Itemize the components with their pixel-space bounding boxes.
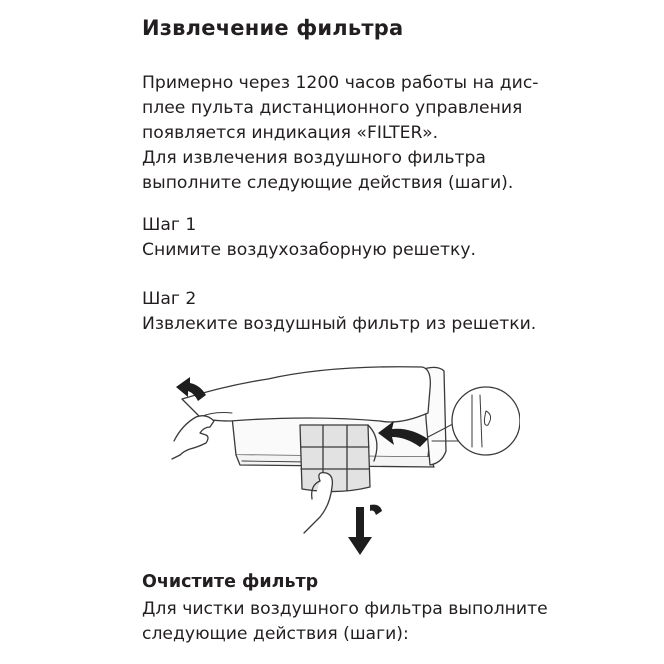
intro-line: плее пульта дистанционного управления [142, 98, 523, 118]
air-conditioner-filter-removal-illustration [170, 355, 520, 565]
step-2-label: Шаг 2 [142, 289, 197, 309]
intro-paragraph [142, 71, 538, 196]
step-2-text: Извлеките воздушный фильтр из решетки. [142, 314, 537, 334]
cleaning-line: Для чистки воздушного фильтра выполните [142, 599, 548, 619]
step-1-label: Шаг 1 [142, 215, 197, 235]
step-1-text: Снимите воздухозаборную решетку. [142, 240, 476, 260]
cleaning-title: Очистите фильтр [142, 572, 319, 592]
cleaning-line: следующие действия (шаги): [142, 624, 409, 644]
page-title: Извлечение фильтра [142, 16, 404, 40]
intro-line: Для извлечения воздушного фильтра [142, 148, 486, 168]
step-1 [142, 213, 476, 263]
intro-line: Примерно через 1200 часов работы на дис- [142, 73, 539, 93]
intro-line: появляется индикация «FILTER». [142, 123, 439, 143]
cleaning-paragraph [142, 597, 548, 647]
step-2 [142, 287, 536, 337]
intro-line: выполните следующие действия (шаги). [142, 173, 514, 193]
